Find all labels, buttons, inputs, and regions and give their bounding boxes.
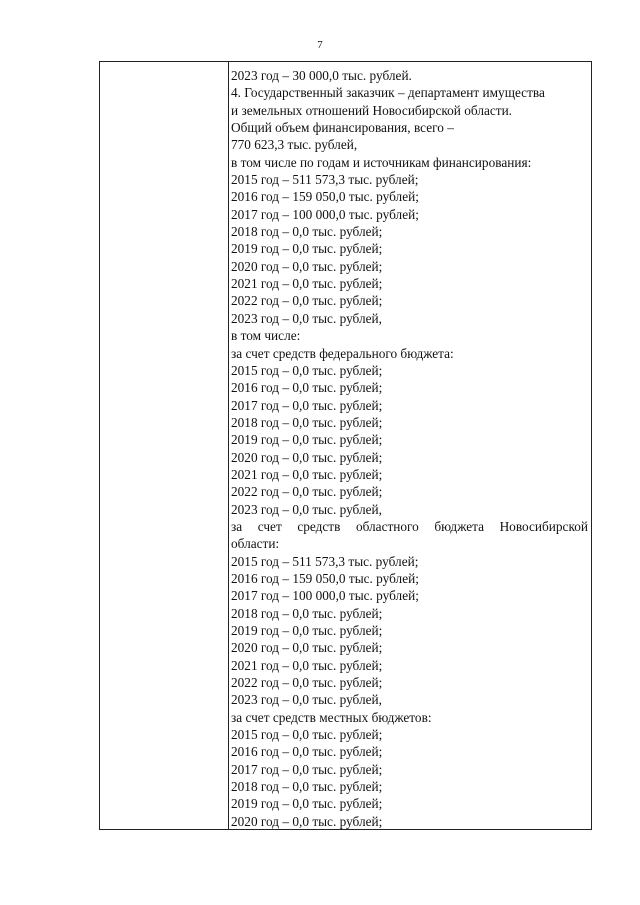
text-line: 2018 год – 0,0 тыс. рублей; xyxy=(231,224,383,240)
text-line: 2019 год – 0,0 тыс. рублей; xyxy=(231,623,383,638)
page-number: 7 xyxy=(317,39,323,51)
text-line: в том числе по годам и источникам финансирования: xyxy=(231,154,532,170)
text-line: 2015 год – 511 573,3 тыс. рублей; xyxy=(231,172,419,188)
text-line: 2021 год – 0,0 тыс. рублей; xyxy=(231,276,383,292)
text-line: и земельных отношений Новосибирской области. xyxy=(231,102,513,118)
financing-table xyxy=(99,61,592,830)
text-line: 2022 год – 0,0 тыс. рублей; xyxy=(231,484,383,500)
text-line: 2016 год – 159 050,0 тыс. рублей; xyxy=(231,189,419,205)
text-line: 2020 год – 0,0 тыс. рублей; xyxy=(231,813,383,829)
text-line: за счет средств местных бюджетов: xyxy=(231,709,432,725)
text-line: 2016 год – 0,0 тыс. рублей; xyxy=(231,380,383,396)
text-line: 2022 год – 0,0 тыс. рублей; xyxy=(231,293,383,309)
table-left-cell xyxy=(100,62,228,829)
text-line: 2015 год – 0,0 тыс. рублей; xyxy=(231,362,383,378)
text-line: 2023 год – 30 000,0 тыс. рублей. xyxy=(231,68,412,83)
text-line: в том числе: xyxy=(231,328,301,344)
text-line: 2020 год – 0,0 тыс. рублей; xyxy=(231,258,383,274)
column-divider xyxy=(228,62,229,829)
text-line: 2018 год – 0,0 тыс. рублей; xyxy=(231,414,383,430)
text-line: 2017 год – 100 000,0 тыс. рублей; xyxy=(231,588,419,604)
text-line: 2017 год – 100 000,0 тыс. рублей; xyxy=(231,206,419,222)
text-line: 770 623,3 тыс. рублей, xyxy=(231,137,358,153)
text-line: 2021 год – 0,0 тыс. рублей; xyxy=(231,657,383,673)
text-line: 2016 год – 0,0 тыс. рублей; xyxy=(231,744,383,760)
text-line: 2015 год – 0,0 тыс. рублей; xyxy=(231,727,383,743)
text-line: 2023 год – 0,0 тыс. рублей, xyxy=(231,692,382,708)
text-line: за счет средств областного бюджета Новосибирской xyxy=(231,518,588,534)
text-line: 2019 год – 0,0 тыс. рублей; xyxy=(231,241,383,257)
text-line: 2015 год – 511 573,3 тыс. рублей; xyxy=(231,553,419,569)
text-line: Общий объем финансирования, всего – xyxy=(231,120,454,136)
text-line: 2017 год – 0,0 тыс. рублей; xyxy=(231,761,383,777)
text-line: 2022 год – 0,0 тыс. рублей; xyxy=(231,675,383,691)
text-line: 4. Государственный заказчик – департамент имущества xyxy=(231,85,545,101)
text-line: 2023 год – 0,0 тыс. рублей, xyxy=(231,310,382,326)
text-line: 2018 год – 0,0 тыс. рублей; xyxy=(231,779,383,795)
text-line: 2023 год – 0,0 тыс. рублей, xyxy=(231,501,382,517)
text-line: 2021 год – 0,0 тыс. рублей; xyxy=(231,466,383,482)
text-line: 2016 год – 159 050,0 тыс. рублей; xyxy=(231,570,419,586)
text-line: 2019 год – 0,0 тыс. рублей; xyxy=(231,796,383,812)
text-line: 2019 год – 0,0 тыс. рублей; xyxy=(231,432,383,448)
text-line: 2017 год – 0,0 тыс. рублей; xyxy=(231,397,383,413)
text-line: области: xyxy=(231,536,280,552)
text-line: за счет средств федерального бюджета: xyxy=(231,345,454,361)
text-line: 2018 год – 0,0 тыс. рублей; xyxy=(231,605,383,621)
table-right-cell xyxy=(231,67,588,830)
text-line: 2020 год – 0,0 тыс. рублей; xyxy=(231,640,383,656)
text-line: 2020 год – 0,0 тыс. рублей; xyxy=(231,449,383,465)
